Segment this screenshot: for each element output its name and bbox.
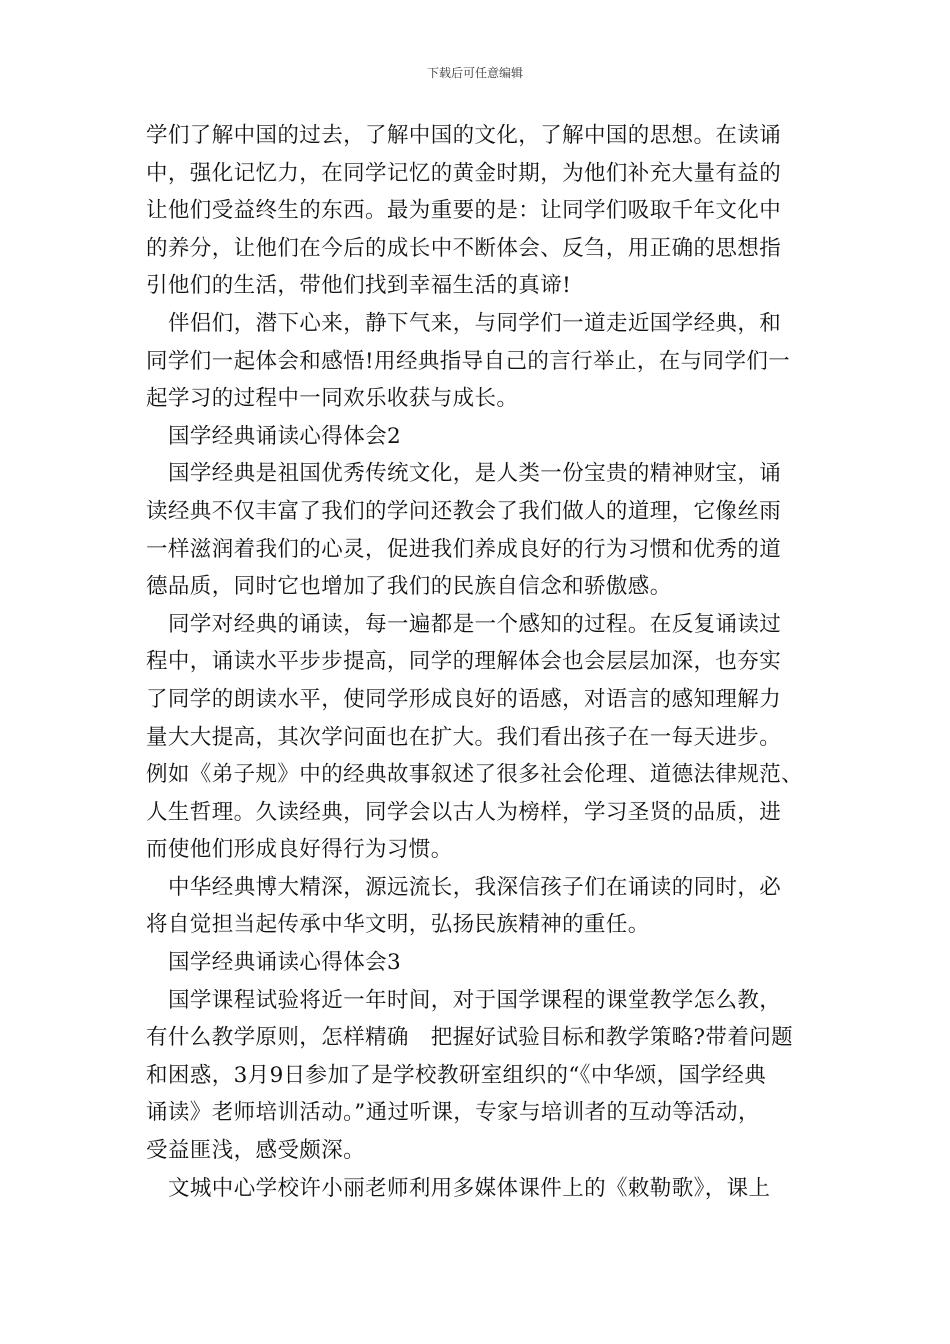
text-line: 让他们受益终生的东西。最为重要的是：让同学们吸取千年文化中 xyxy=(146,198,782,224)
text-line: 诵读》老师培训活动。”通过听课，专家与培训者的互动等活动， xyxy=(146,1100,760,1126)
text-line: 程中，诵读水平步步提高，同学的理解体会也会层层加深，也夯实 xyxy=(146,649,782,675)
text-line: 引他们的生活，带他们找到幸福生活的真谛! xyxy=(146,273,572,299)
text-line: 同学们一起体会和感悟!用经典指导自己的言行举止，在与同学们一 xyxy=(146,348,791,374)
text-line: 国学课程试验将近一年时间，对于国学课程的课堂教学怎么教， xyxy=(168,987,782,1013)
document-body xyxy=(146,117,806,1207)
section-heading: 国学经典诵读心得体会2 xyxy=(168,423,402,449)
text-line: 量大大提高，其次学问面也在扩大。我们看出孩子在一每天进步。 xyxy=(146,724,782,750)
text-line: 读经典不仅丰富了我们的学问还教会了我们做人的道理，它像丝雨 xyxy=(146,498,782,524)
text-line: 和困惑，3月9日参加了是学校教研室组织的“《中华颂，国学经典 xyxy=(146,1062,767,1088)
page-header-note: 下载后可任意编辑 xyxy=(426,66,523,80)
text-line: 同学对经典的诵读，每一遍都是一个感知的过程。在反复诵读过 xyxy=(168,611,782,637)
text-line: 中华经典博大精深，源远流长，我深信孩子们在诵读的同时，必 xyxy=(168,874,782,900)
text-line: 文城中心学校许小丽老师利用多媒体课件上的《敕勒歌》，课上 xyxy=(168,1175,771,1201)
text-line: 受益匪浅，感受颇深。 xyxy=(146,1138,366,1164)
text-line: 将自觉担当起传承中华文明，弘扬民族精神的重任。 xyxy=(146,912,650,938)
text-line: 德品质，同时它也增加了我们的民族自信念和骄傲感。 xyxy=(146,574,672,600)
text-line: 有什么教学原则，怎样精确 把握好试验目标和教学策略?带着问题 xyxy=(146,1025,794,1051)
text-line: 一样滋润着我们的心灵，促进我们养成良好的行为习惯和优秀的道 xyxy=(146,536,782,562)
text-line: 例如《弟子规》中的经典故事叙述了很多社会伦理、道德法律规范、 xyxy=(146,762,804,788)
text-line: 起学习的过程中一同欢乐收获与成长。 xyxy=(146,386,519,412)
text-line: 学们了解中国的过去，了解中国的文化，了解中国的思想。在读诵 xyxy=(146,123,782,148)
text-line: 人生哲理。久读经典，同学会以古人为榜样，学习圣贤的品质，进 xyxy=(146,799,782,825)
text-line: 中，强化记忆力，在同学记忆的黄金时期，为他们补充大量有益的 xyxy=(146,160,782,186)
text-line: 了同学的朗读水平，使同学形成良好的语感，对语言的感知理解力 xyxy=(146,686,782,712)
section-heading: 国学经典诵读心得体会3 xyxy=(168,950,402,976)
text-line: 国学经典是祖国优秀传统文化，是人类一份宝贵的精神财宝，诵 xyxy=(168,461,782,487)
text-line: 伴侣们，潜下心来，静下气来，与同学们一道走近国学经典，和 xyxy=(168,310,782,336)
text-line: 的养分，让他们在今后的成长中不断体会、反刍，用正确的思想指 xyxy=(146,235,782,261)
text-line: 而使他们形成良好得行为习惯。 xyxy=(146,837,453,863)
